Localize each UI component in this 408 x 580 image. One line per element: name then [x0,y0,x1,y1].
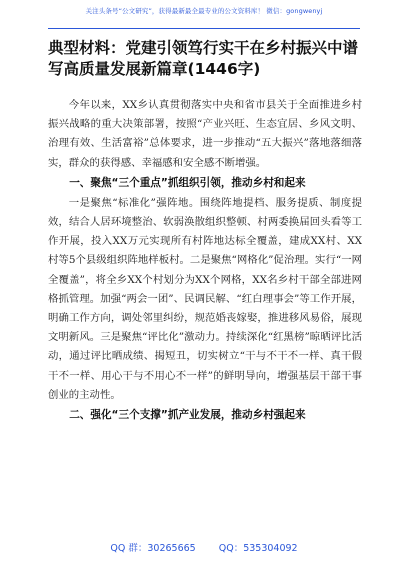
section-heading-2: 二、强化“三个支撑”抓产业发展，推动乡村强起来 [69,409,306,422]
document-body [48,96,362,426]
section-1-paragraph: 一是聚焦“标准化”强阵地。围绕阵地提档、服务提质、制度提效，结合人居环境整治、软弱涣散组织整顿、村两委换届回头看等工作开展，投入XX万元实现所有村阵地达标全覆盖，建成XX村、XX村等5个县级组织阵地样板村。二是聚焦“网格化”促治理。实行“一网全覆盖”，将全乡XX个村划分为XX个网格，XX名乡村干部全部进网格抓管理。加强“两会一团”、民调民解、“红白理事会”等工作开展，明确工作方向，调处邻里纠纷，规范婚丧嫁娶，推进移风易俗，展现文明新风。三是聚焦“评比化”激动力。持续深化“红黑榜”晾晒评比活动，通过评比晒成绩、揭短丑，切实树立“干与不干不一样、真干假干不一样、用心干与不用心不一样”的鲜明导向，增强基层干部干事创业的主动性。 [48,196,362,401]
document-title: 典型材料：党建引领笃行实干在乡村振兴中谱写高质量发展新篇章(1446字) [48,39,359,78]
footer-qq-group: QQ 群：30265665 [110,543,196,554]
header-banner: 关注头条号“公文研究”，获得最新最全最专业的公文资料库！ 微信：gongwenyj [85,7,323,15]
footer-contacts [0,540,408,554]
section-heading-1: 一、聚焦“三个重点”抓组织引领，推动乡村和起来 [69,176,306,189]
footer-qq: QQ：535304092 [218,543,298,554]
header-divider [48,28,360,29]
intro-paragraph: 今年以来，XX乡认真贯彻落实中央和省市县关于全面推进乡村振兴战略的重大决策部署，按照“产业兴旺、生态宜居、乡风文明、治理有效、生活富裕”总体要求，进一步推动“五大振兴”落地落细落实，群众的获得感、幸福感和安全感不断增强。 [48,99,362,169]
